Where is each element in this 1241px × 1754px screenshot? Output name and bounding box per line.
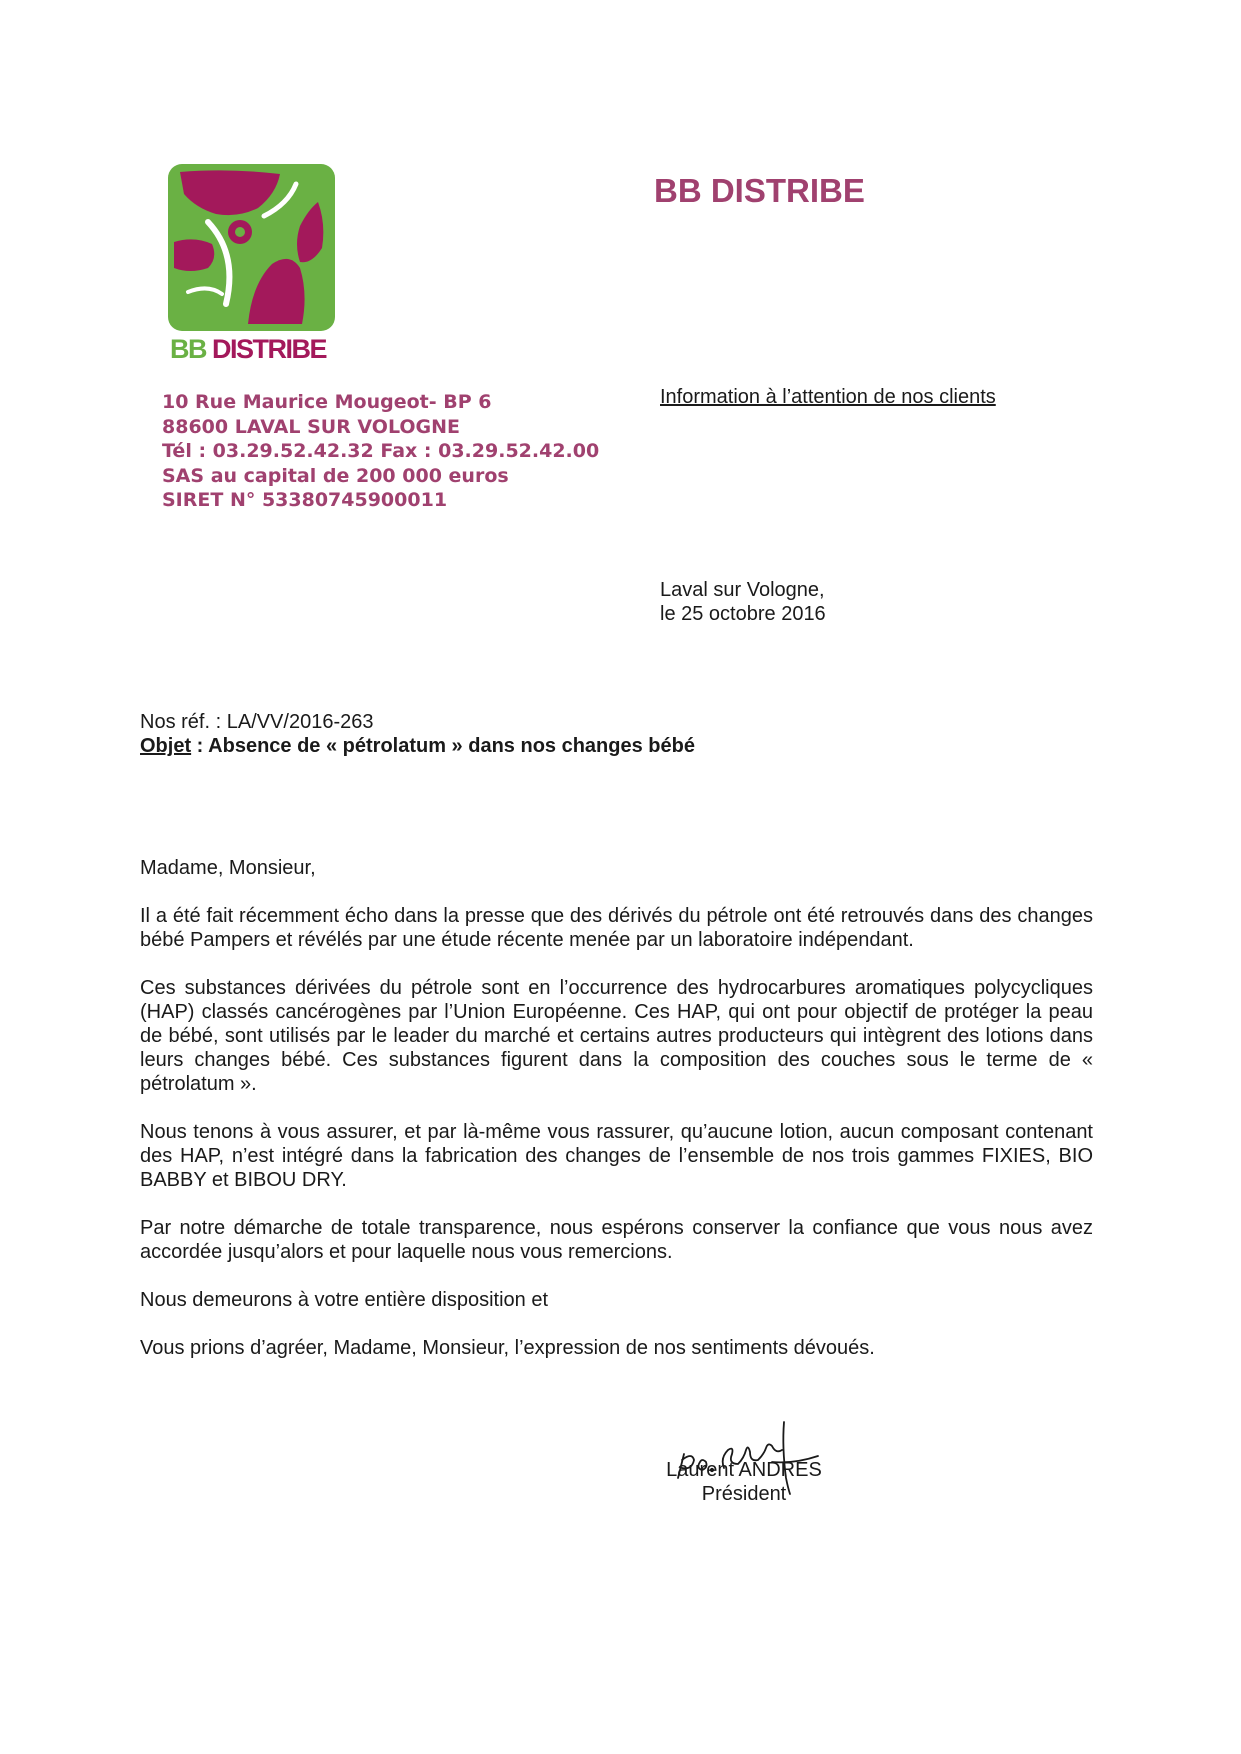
body-paragraph: Nous tenons à vous assurer, et par là-même vous rassurer, qu’aucune lotion, aucun composant contenant des HAP, n’est intégré dans la fabrication des changes de l’ensemble de nos trois gammes FIXIES, BIO BABBY et BIBOU DRY. (140, 1121, 1093, 1191)
subject-text: : Absence de « pétrolatum » dans nos changes bébé (191, 735, 695, 757)
address-line: 88600 LAVAL SUR VOLOGNE (162, 415, 461, 438)
reference-number: Nos réf. : LA/VV/2016-263 (140, 711, 374, 733)
logo-text-distribe: DISTRIBE (212, 334, 327, 364)
company-address (162, 390, 599, 513)
reference-block (140, 710, 695, 758)
address-line: 10 Rue Maurice Mougeot- BP 6 (162, 391, 492, 413)
signer-title: Président (701, 1483, 787, 1505)
signer-name: Laurent ANDRES (666, 1459, 822, 1481)
logo-mark-icon (168, 164, 335, 331)
address-line: Tél : 03.29.52.42.32 Fax : 03.29.52.42.00 (162, 440, 600, 462)
body-paragraph: Nous demeurons à votre entière disposition et (140, 1289, 549, 1311)
letter-date (660, 578, 826, 626)
logo-text-bb: BB (170, 334, 206, 364)
closing-formula: Vous prions d’agréer, Madame, Monsieur, l’expression de nos sentiments dévoués. (140, 1337, 875, 1359)
signer-block (664, 1458, 824, 1506)
company-heading: BB DISTRIBE (654, 172, 865, 209)
subject-line (140, 734, 695, 758)
subject-label: Objet (140, 735, 192, 757)
salutation: Madame, Monsieur, (140, 857, 316, 879)
date-value: le 25 octobre 2016 (660, 603, 826, 625)
body-paragraph: Ces substances dérivées du pétrole sont en l’occurrence des hydrocarbures aromatiques polycycliques (HAP) classés cancérogènes par l’Union Européenne. Ces HAP, qui ont pour objectif de protéger la peau de bébé, sont utilisés par le leader du marché et certains autres producteurs qui intègrent des lotions dans leurs changes bébé. Ces substances figurent dans la composition des couches sous le terme de « pétrolatum ». (140, 977, 1093, 1095)
body-paragraph: Il a été fait récemment écho dans la presse que des dérivés du pétrole ont été retrouvés dans des changes bébé Pampers et révélés par une étude récente menée par un laboratoire indépendant. (140, 905, 1093, 951)
body-paragraph: Par notre démarche de totale transparence, nous espérons conserver la confiance que vous nous avez accordée jusqu’alors et pour laquelle nous vous remercions. (140, 1217, 1093, 1263)
recipient-notice: Information à l’attention de nos clients (660, 386, 996, 408)
letter-body (140, 856, 1093, 1384)
address-line: SAS au capital de 200 000 euros (162, 464, 509, 487)
logo-wordmark (170, 334, 326, 365)
date-place: Laval sur Vologne, (660, 579, 825, 601)
address-line: SIRET N° 53380745900011 (162, 489, 448, 511)
company-logo (168, 164, 335, 331)
